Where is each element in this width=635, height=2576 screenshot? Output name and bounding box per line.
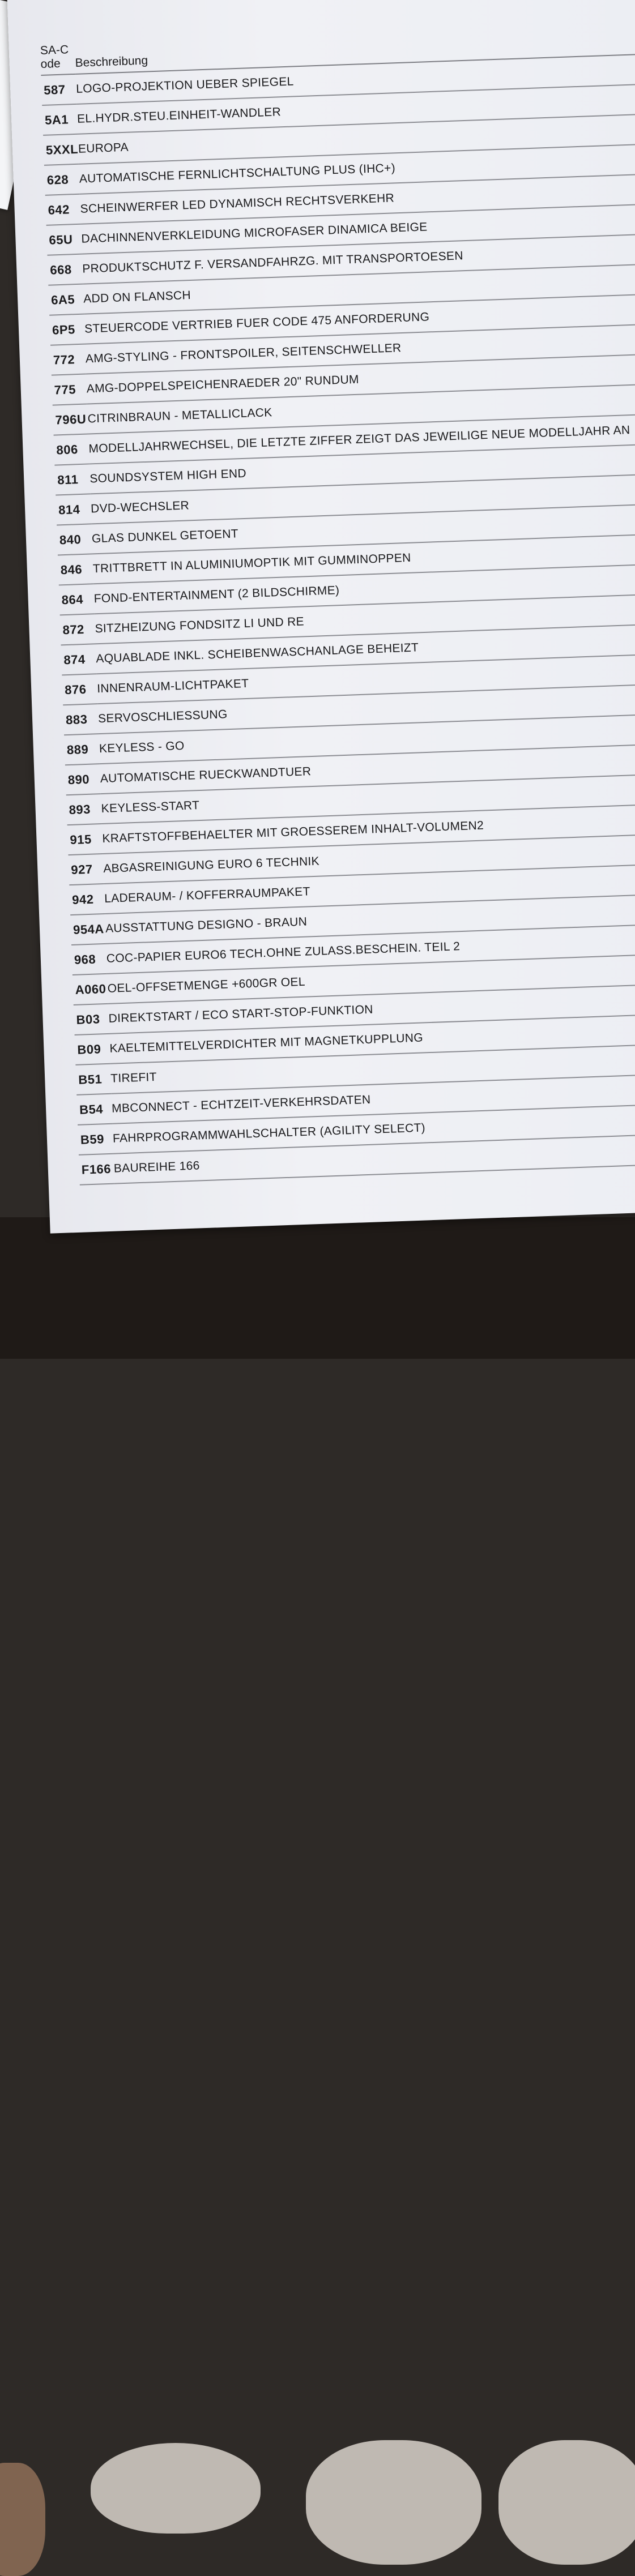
background-floor <box>0 1217 635 1359</box>
sa-code-cell: B09 <box>75 1034 110 1065</box>
sa-code-cell: 874 <box>61 644 97 675</box>
description-cell: LOGO-PROJEKTION UEBER SPIEGEL <box>75 54 635 104</box>
background-object <box>0 2463 45 2576</box>
description-cell: KEYLESS - GO <box>99 714 635 764</box>
table-body <box>41 54 635 1185</box>
sa-code-cell: B51 <box>75 1064 111 1095</box>
description-cell: SITZHEIZUNG FONDSITZ LI UND RE <box>95 594 635 644</box>
description-cell: KAELTEMITTELVERDICHTER MIT MAGNETKUPPLUNG <box>109 1014 635 1064</box>
description-cell: DIREKTSTART / ECO START-STOP-FUNKTION <box>108 984 635 1034</box>
sa-code-cell: B54 <box>76 1094 112 1125</box>
sa-code-cell: 642 <box>45 194 81 225</box>
sa-code-cell: 876 <box>62 674 97 705</box>
sa-code-cell: 954A <box>70 914 106 945</box>
sa-code-cell: 840 <box>57 524 92 555</box>
sa-code-cell: 628 <box>44 164 80 195</box>
sa-code-cell: 846 <box>58 554 93 585</box>
sa-code-cell: 942 <box>69 884 105 915</box>
description-cell: BAUREIHE 166 <box>113 1134 635 1184</box>
sa-code-cell: 872 <box>60 614 96 645</box>
sa-code-cell: 814 <box>56 494 91 525</box>
description-cell: SOUNDSYSTEM HIGH END <box>89 444 635 494</box>
description-cell: STEUERCODE VERTRIEB FUER CODE 475 ANFORDERUNG <box>84 294 635 344</box>
sa-code-cell: 893 <box>66 794 102 825</box>
description-cell: COC-PAPIER EURO6 TECH.OHNE ZULASS.BESCHEIN. TEIL 2 <box>106 924 635 974</box>
description-cell: KRAFTSTOFFBEHAELTER MIT GROESSEREM INHALT-VOLUMEN2 <box>102 804 635 854</box>
column-header-description: Beschreibung <box>74 23 635 74</box>
description-cell: DACHINNENVERKLEIDUNG MICROFASER DINAMICA BEIGE <box>81 204 635 254</box>
sa-code-cell: 915 <box>67 824 103 855</box>
description-cell: AUSSTATTUNG DESIGNO - BRAUN <box>105 894 635 944</box>
sa-code-cell: 5XXL <box>43 134 79 165</box>
sa-code-cell: 65U <box>46 224 82 255</box>
description-cell: ABGASREINIGUNG EURO 6 TECHNIK <box>103 834 635 884</box>
description-cell: AUTOMATISCHE FERNLICHTSCHALTUNG PLUS (IHC+) <box>79 144 635 194</box>
description-cell: SERVOSCHLIESSUNG <box>97 684 635 734</box>
description-cell: DVD-WECHSLER <box>90 474 635 524</box>
description-cell: TRITTBRETT IN ALUMINIUMOPTIK MIT GUMMINOPPEN <box>92 534 635 584</box>
description-cell: OEL-OFFSETMENGE +600GR OEL <box>107 954 635 1004</box>
description-cell: INNENRAUM-LICHTPAKET <box>96 654 635 704</box>
sa-code-cell: B59 <box>78 1124 113 1155</box>
description-cell: SCHEINWERFER LED DYNAMISCH RECHTSVERKEHR <box>80 174 635 224</box>
description-cell: TIREFIT <box>110 1044 635 1094</box>
description-cell: ADD ON FLANSCH <box>83 264 635 314</box>
sa-code-cell: 772 <box>50 344 86 375</box>
description-cell: FOND-ENTERTAINMENT (2 BILDSCHIRME) <box>93 564 635 614</box>
sa-code-cell: A060 <box>73 974 108 1005</box>
sa-code-cell: 668 <box>47 254 83 285</box>
description-cell: AMG-DOPPELSPEICHENRAEDER 20" RUNDUM <box>86 354 635 404</box>
description-cell: PRODUKTSCHUTZ F. VERSANDFAHRZG. MIT TRANSPORTOESEN <box>82 234 635 284</box>
sa-code-table <box>40 23 635 1186</box>
sa-code-cell: 587 <box>41 74 76 105</box>
sa-code-cell: 883 <box>63 704 99 735</box>
sa-code-cell: 811 <box>54 464 90 495</box>
sa-code-cell: B03 <box>74 1004 109 1035</box>
background-object <box>91 2443 261 2534</box>
description-cell: CITRINBRAUN - METALLICLACK <box>87 384 635 434</box>
description-cell: AQUABLADE INKL. SCHEIBENWASCHANLAGE BEHEIZT <box>96 624 635 674</box>
description-cell: FAHRPROGRAMMWAHLSCHALTER (AGILITY SELECT) <box>112 1104 635 1154</box>
sa-code-cell: 5A1 <box>42 104 78 135</box>
description-cell: MODELLJAHRWECHSEL, DIE LETZTE ZIFFER ZEIGT DAS JEWEILIGE NEUE MODELLJAHR AN <box>88 414 635 464</box>
sa-code-cell: F166 <box>79 1154 114 1185</box>
description-cell: GLAS DUNKEL GETOENT <box>91 504 635 554</box>
sa-code-cell: 927 <box>68 854 104 885</box>
description-cell: AUTOMATISCHE RUECKWANDTUER <box>100 744 635 794</box>
description-cell: EL.HYDR.STEU.EINHEIT-WANDLER <box>76 84 635 134</box>
background-object <box>498 2440 635 2565</box>
sa-code-cell: 806 <box>54 434 90 465</box>
column-header-code: SA-Code <box>40 43 75 75</box>
background-object <box>306 2440 481 2565</box>
description-cell: LADERAUM- / KOFFERRAUMPAKET <box>104 864 635 914</box>
sa-code-cell: 6A5 <box>48 284 84 315</box>
sa-code-cell: 6P5 <box>49 314 85 345</box>
description-cell: KEYLESS-START <box>101 774 635 824</box>
description-cell: MBCONNECT - ECHTZEIT-VERKEHRSDATEN <box>111 1074 635 1124</box>
sa-code-cell: 796U <box>53 404 88 435</box>
sa-code-cell: 864 <box>59 584 95 615</box>
description-cell: EUROPA <box>78 114 635 164</box>
sa-code-cell: 775 <box>52 374 87 405</box>
document-page <box>7 0 635 1234</box>
sa-code-cell: 968 <box>71 944 107 975</box>
sa-code-cell: 890 <box>65 764 101 795</box>
description-cell: AMG-STYLING - FRONTSPOILER, SEITENSCHWELLER <box>85 324 635 374</box>
sa-code-cell: 889 <box>64 734 100 765</box>
